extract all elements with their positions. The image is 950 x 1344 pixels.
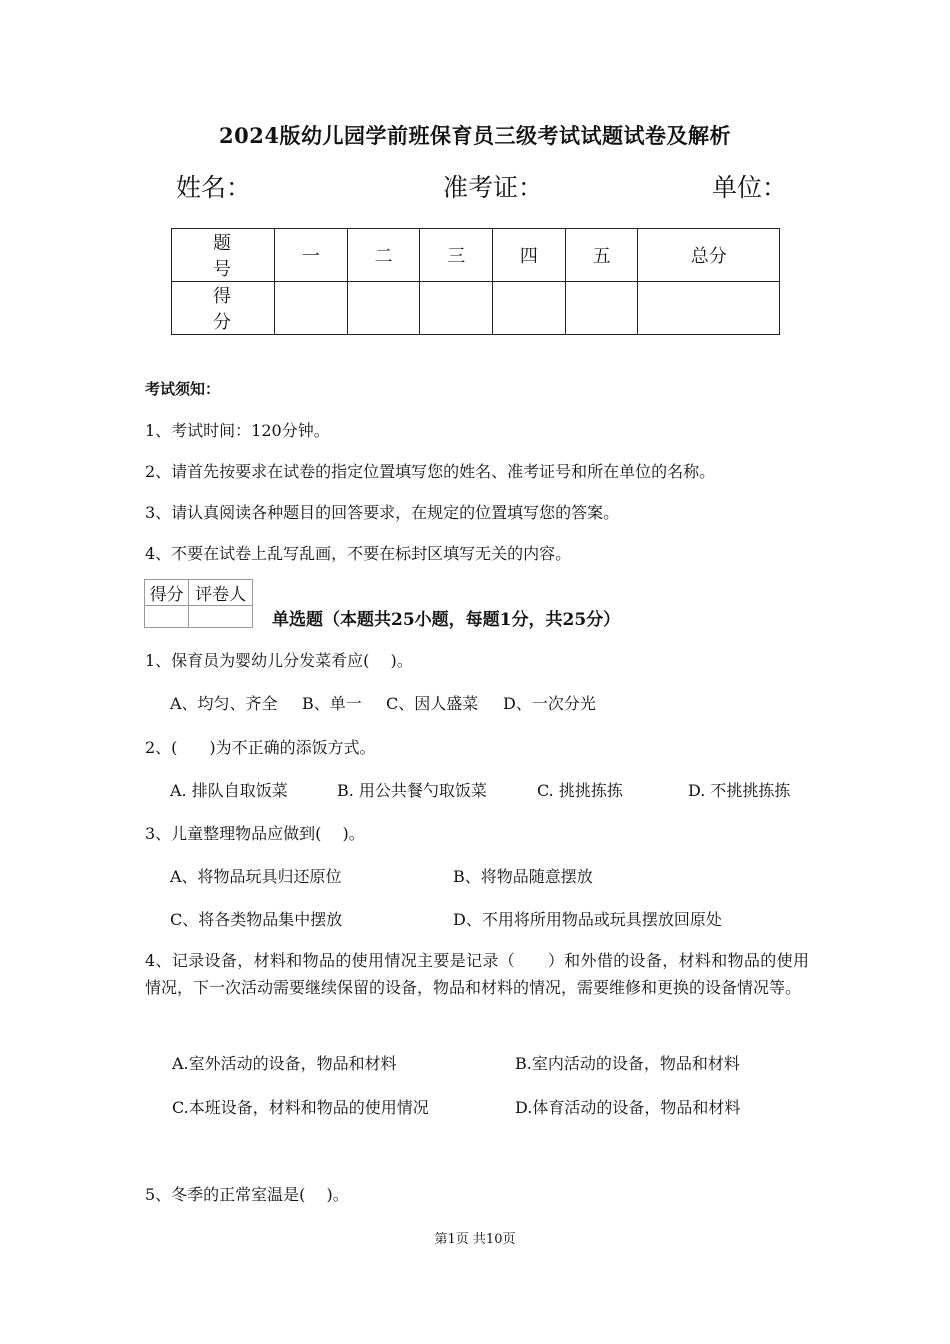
- section-title: 单选题（本题共25小题，每题1分，共25分）: [272, 610, 621, 630]
- score-header-1: 一: [275, 229, 348, 282]
- score-header-5: 五: [565, 229, 638, 282]
- score-header-question-no: 题 号: [172, 229, 275, 282]
- notice-item: 4、不要在试卷上乱写乱画，不要在标封区填写无关的内容。: [145, 544, 572, 563]
- unit-field-label: 单位：: [712, 173, 788, 202]
- question-stem-5: 5、冬季的正常室温是( )。: [145, 1185, 349, 1204]
- q2-option-c[interactable]: C. 挑挑拣拣: [537, 781, 623, 800]
- notice-item: 1、考试时间：120分钟。: [145, 421, 330, 440]
- q3-option-c[interactable]: C、将各类物品集中摆放: [170, 910, 343, 929]
- score-header-2: 二: [347, 229, 420, 282]
- question-stem-2: 2、( )为不正确的添饭方式。: [145, 738, 376, 757]
- q2-option-a[interactable]: A. 排队自取饭菜: [170, 781, 288, 800]
- q3-option-a[interactable]: A、将物品玩具归还原位: [170, 867, 342, 886]
- score-cell-total[interactable]: [638, 282, 780, 335]
- q1-option-b[interactable]: B、单一: [302, 694, 362, 713]
- grader-name-label: 评卷人: [189, 580, 253, 606]
- q4-option-a[interactable]: A.室外活动的设备，物品和材料: [172, 1054, 397, 1073]
- q4-option-c[interactable]: C.本班设备，材料和物品的使用情况: [172, 1098, 429, 1117]
- exam-number-field-label: 准考证：: [443, 173, 544, 202]
- score-cell-3[interactable]: [420, 282, 493, 335]
- q4-option-d[interactable]: D.体育活动的设备，物品和材料: [515, 1098, 741, 1117]
- score-cell-1[interactable]: [275, 282, 348, 335]
- question-stem-4: 4、记录设备，材料和物品的使用情况主要是记录（ ）和外借的设备，材料和物品的使用情况，下一次活动需要继续保留的设备，物品和材料的情况，需要维修和更换的设备情况等。: [145, 951, 809, 997]
- q2-option-b[interactable]: B. 用公共餐勺取饭菜: [337, 781, 487, 800]
- score-table-score-row: [172, 282, 780, 335]
- question-stem-1: 1、保育员为婴幼儿分发菜肴应( )。: [145, 651, 413, 670]
- score-cell-5[interactable]: [565, 282, 638, 335]
- page-footer: 第1页 共10页: [434, 1232, 516, 1247]
- score-cell-4[interactable]: [493, 282, 566, 335]
- page-title: 2024版幼儿园学前班保育员三级考试试题试卷及解析: [219, 123, 731, 148]
- q4-option-b[interactable]: B.室内活动的设备，物品和材料: [515, 1054, 740, 1073]
- score-header-4: 四: [493, 229, 566, 282]
- grader-score-label: 得分: [145, 580, 189, 606]
- score-header-total: 总分: [638, 229, 780, 282]
- notice-item: 2、请首先按要求在试卷的指定位置填写您的姓名、准考证号和所在单位的名称。: [145, 462, 716, 481]
- name-field-label: 姓名：: [176, 173, 252, 202]
- q2-option-d[interactable]: D. 不挑挑拣拣: [688, 781, 791, 800]
- q1-option-a[interactable]: A、均匀、齐全: [170, 694, 278, 713]
- candidate-fields: [0, 168, 950, 208]
- question-stem-3: 3、儿童整理物品应做到( )。: [145, 824, 365, 843]
- score-header-3: 三: [420, 229, 493, 282]
- notice-heading: 考试须知：: [145, 380, 221, 398]
- score-table: [171, 228, 780, 335]
- q3-option-b[interactable]: B、将物品随意摆放: [453, 867, 593, 886]
- q1-option-d[interactable]: D、一次分光: [503, 694, 596, 713]
- notice-item: 3、请认真阅读各种题目的回答要求，在规定的位置填写您的答案。: [145, 503, 620, 522]
- grader-box: [144, 579, 253, 628]
- q1-option-c[interactable]: C、因人盛菜: [386, 694, 479, 713]
- q3-option-d[interactable]: D、不用将所用物品或玩具摆放回原处: [453, 910, 722, 929]
- grader-score-cell[interactable]: [145, 606, 189, 628]
- score-table-header-row: [172, 229, 780, 282]
- score-row-label: 得 分: [172, 282, 275, 335]
- grader-name-cell[interactable]: [189, 606, 253, 628]
- score-cell-2[interactable]: [347, 282, 420, 335]
